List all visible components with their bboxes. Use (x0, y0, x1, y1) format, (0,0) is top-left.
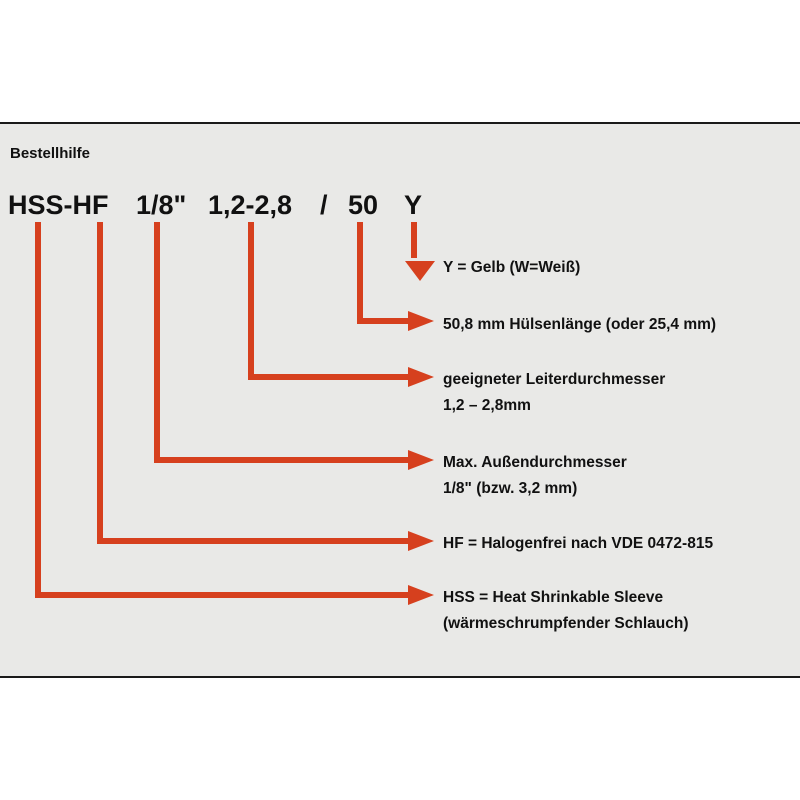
callout-hss-line1: HSS = Heat Shrinkable Sleeve (443, 589, 664, 606)
code-part-slash: / (320, 190, 328, 220)
callout-outer-diameter (443, 450, 627, 502)
callout-halogen-free-line1: HF = Halogenfrei nach VDE 0472-815 (443, 535, 714, 552)
callout-length (443, 312, 716, 338)
code-part-range: 1,2-2,8 (208, 190, 293, 220)
callout-color (443, 255, 580, 281)
callout-hss-line2: (wärmeschrumpfender Schlauch) (443, 615, 689, 632)
code-part-color: Y (404, 190, 423, 220)
code-part-hss-hf: HSS-HF (8, 190, 109, 220)
callout-outer-diameter-line1: Max. Außendurchmesser (443, 454, 627, 471)
diagram-title: Bestellhilfe (10, 145, 91, 162)
callout-hss (443, 585, 688, 637)
code-part-length: 50 (348, 190, 379, 220)
code-part-diameter: 1/8" (136, 190, 187, 220)
callout-conductor (443, 367, 665, 419)
callout-color-line1: Y = Gelb (W=Weiß) (443, 259, 581, 276)
callout-conductor-line2: 1,2 – 2,8mm (443, 397, 531, 414)
callout-outer-diameter-line2: 1/8" (bzw. 3,2 mm) (443, 480, 578, 497)
callout-halogen-free (443, 531, 713, 557)
callout-length-line1: 50,8 mm Hülsenlänge (oder 25,4 mm) (443, 316, 717, 333)
callout-conductor-line1: geeigneter Leiterdurchmesser (443, 371, 666, 388)
